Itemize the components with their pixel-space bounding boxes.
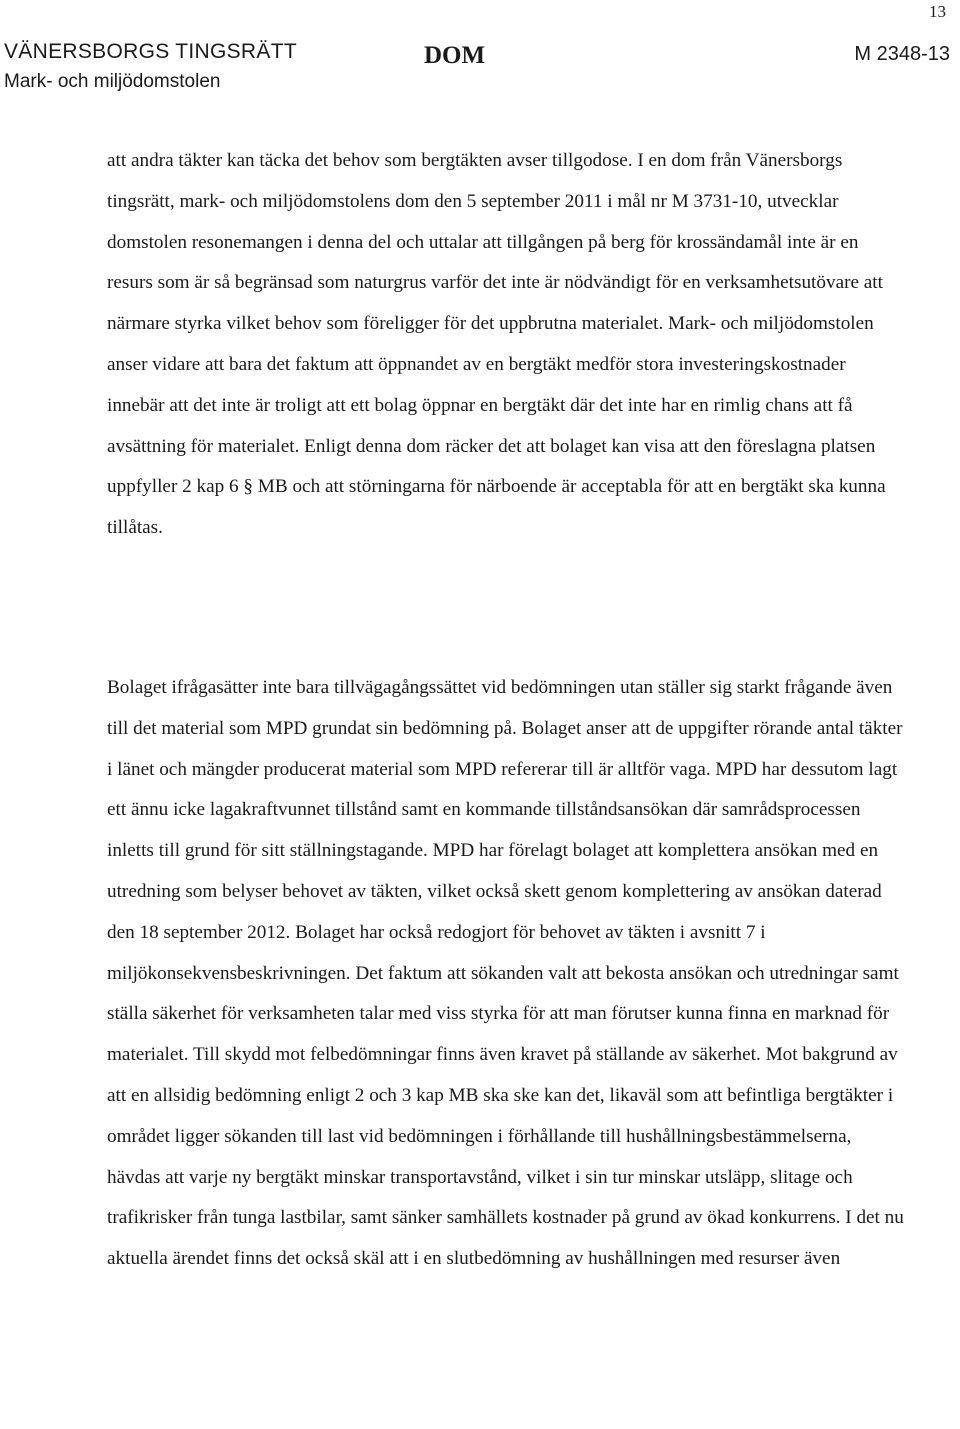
body-paragraph-1: att andra täkter kan täcka det behov som bergtäkten avser tillgodose. I en dom från Vänersborgs tingsrätt, mark- och miljödomstolens dom den 5 september 2011 i mål nr M 3731-10, utvecklar domstolen resonemangen i denna del och uttalar att tillgången på berg för krossändamål inte är en resurs som är så begränsad som naturgrus varför det inte är nödvändigt för en verksamhetsutövare att närmare styrka vilket behov som föreligger för det uppbrutna materialet. Mark- och miljödomstolen anser vidare att bara det faktum att öppnandet av en bergtäkt medför stora investeringskostnader innebär att det inte är troligt att ett bolag öppnar en bergtäkt där det inte har en rimlig chans att få avsättning för materialet. Enligt denna dom räcker det att bolaget kan visa att den föreslagna platsen uppfyller 2 kap 6 § MB och att störningarna för närboende är acceptabla för att en bergtäkt ska kunna tillåtas. [107,150,886,539]
document-type: DOM [424,42,486,69]
court-department: Mark- och miljödomstolen [4,71,221,92]
court-name: VÄNERSBORGS TINGSRÄTT [4,40,297,63]
body-paragraph-2: Bolaget ifrågasätter inte bara tillvägagångssättet vid bedömningen utan ställer sig starkt frågande även till det material som MPD grundat sin bedömning på. Bolaget anser att de uppgifter rörande antal täkter i länet och mängder producerat material som MPD refererar till är alltför vaga. MPD har dessutom lagt ett ännu icke lagakraftvunnet tillstånd samt en kommande tillståndsansökan där samrådsprocessen inletts till grund för sitt ställningstagande. MPD har förelagt bolaget att komplettera ansökan med en utredning som belyser behovet av täkten, vilket också skett genom komplettering av ansökan daterad den 18 september 2012. Bolaget har också redogjort för behovet av täkten i avsnitt 7 i miljökonsekvensbeskrivningen. Det faktum att sökanden valt att bekosta ansökan och utredningar samt ställa säkerhet för verksamheten talar med viss styrka för att man förutser kunna finna en marknad för materialet. Till skydd mot felbedömningar finns även kravet på ställande av säkerhet. Mot bakgrund av att en allsidig bedömning enligt 2 och 3 kap MB ska ske kan det, likaväl som att befintliga bergtäkter i området ligger sökanden till last vid bedömningen i förhållande till hushållningsbestämmelserna, hävdas att varje ny bergtäkt minskar transportavstånd, vilket i sin tur minskar utsläpp, slitage och trafikrisker från tunga lastbilar, samt sänker samhällets kostnader på grund av ökad konkurrens. I det nu aktuella ärendet finns det också skäl att i en slutbedömning av hushållningen med resurser även [107,677,904,1270]
page-number: 13 [929,2,946,21]
document-header [4,40,950,100]
case-number: M 2348-13 [854,43,950,65]
